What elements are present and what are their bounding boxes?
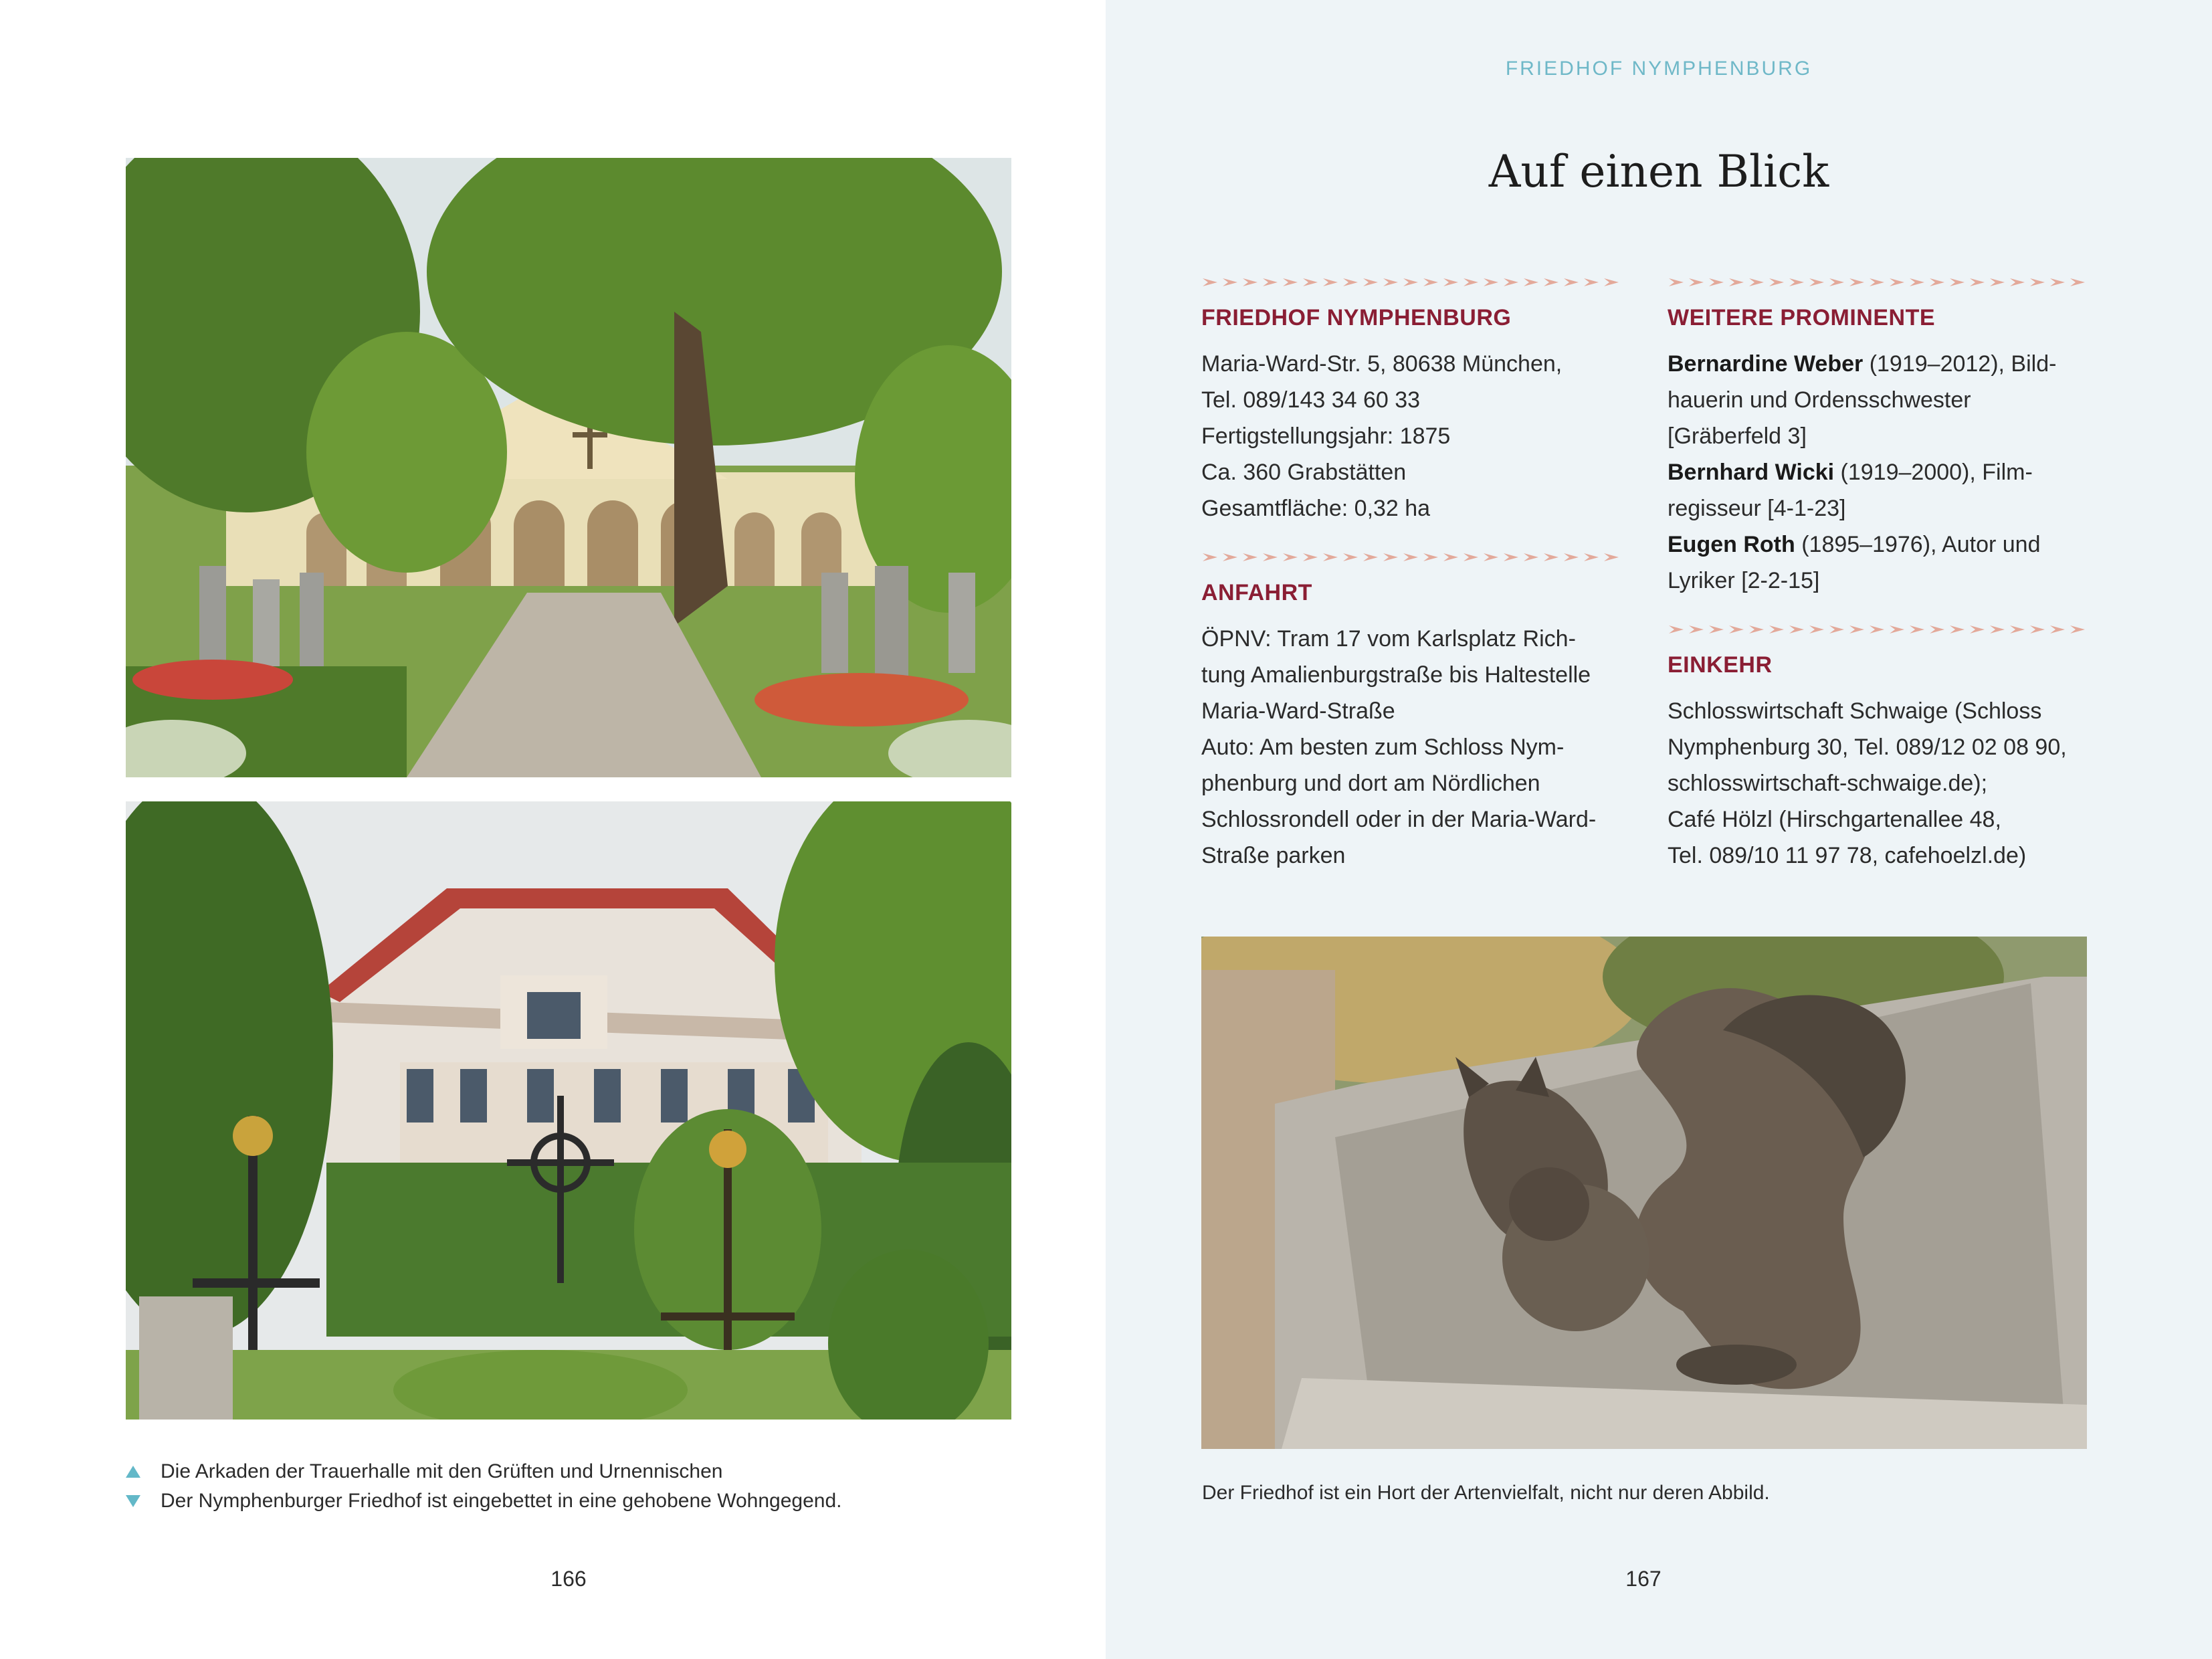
info-heading: ANFAHRT <box>1201 580 1312 605</box>
caption-text: Der Nymphenburger Friedhof ist eingebettet in eine gehobene Wohngegend. <box>161 1490 842 1512</box>
info-column-right <box>1668 276 2089 898</box>
prominent-desc: regisseur [4-1-23] <box>1668 496 1846 521</box>
info-block-anfahrt <box>1201 551 1623 874</box>
page-title: Auf einen Blick <box>1488 146 1829 197</box>
photo-arcades-mourning-hall <box>126 158 1011 777</box>
caption-top-photo <box>126 1457 1009 1486</box>
caption-squirrel-photo: Der Friedhof ist ein Hort der Artenvielfalt, nicht nur deren Abbild. <box>1202 1482 1770 1504</box>
info-line: Café Hölzl (Hirschgartenallee 48, <box>1668 807 2001 832</box>
triangle-down-icon <box>126 1495 140 1507</box>
info-heading: WEITERE PROMINENTE <box>1668 305 1936 330</box>
info-line: Maria-Ward-Straße <box>1201 698 1395 724</box>
phone-line: Tel. 089/143 34 60 33 <box>1201 387 1421 413</box>
prominent-desc: hauerin und Ordensschwester <box>1668 387 1971 413</box>
running-head: FRIEDHOF NYMPHENBURG <box>1505 58 1813 80</box>
address-line: Maria-Ward-Str. 5, 80638 München, <box>1201 351 1563 377</box>
page-number-right: 167 <box>1625 1567 1662 1591</box>
prominent-dates: (1919–2012), Bild- <box>1863 351 2057 377</box>
grave-count-line: Ca. 360 Grabstätten <box>1201 460 1407 485</box>
chevron-divider <box>1668 276 2089 289</box>
prominent-location: [Gräberfeld 3] <box>1668 423 1807 449</box>
page-number-left: 166 <box>550 1567 587 1591</box>
photo-squirrel-sculpture <box>1201 937 2087 1449</box>
info-heading: EINKEHR <box>1668 652 1773 678</box>
completion-year-line: Fertigstellungsjahr: 1875 <box>1201 423 1451 449</box>
info-line: Auto: Am besten zum Schloss Nym- <box>1201 735 1565 760</box>
triangle-up-icon <box>126 1466 140 1478</box>
info-heading: FRIEDHOF NYMPHENBURG <box>1201 305 1512 330</box>
info-line: ÖPNV: Tram 17 vom Karlsplatz Rich- <box>1201 626 1576 652</box>
info-line: Tel. 089/10 11 97 78, cafehoelzl.de) <box>1668 843 2027 868</box>
prominent-dates: (1895–1976), Autor und <box>1795 532 2041 557</box>
info-block-prominente <box>1668 276 2089 599</box>
prominent-dates: (1919–2000), Film- <box>1834 460 2033 485</box>
info-line: Schlosswirtschaft Schwaige (Schloss <box>1668 698 2042 724</box>
left-captions <box>126 1457 1009 1516</box>
info-line: Straße parken <box>1201 843 1346 868</box>
caption-bottom-photo <box>126 1486 1009 1516</box>
prominent-entry <box>1668 526 2089 563</box>
info-line: phenburg und dort am Nördlichen <box>1201 771 1540 796</box>
prominent-desc: Lyriker [2-2-15] <box>1668 568 1820 593</box>
info-line: schlosswirtschaft-schwaige.de); <box>1668 771 1988 796</box>
info-block-friedhof <box>1201 276 1623 526</box>
photo-villa-behind-graves <box>126 801 1011 1420</box>
prominent-name: Bernhard Wicki <box>1668 460 1835 485</box>
info-column-left <box>1201 276 1623 898</box>
prominent-name: Bernardine Weber <box>1668 351 1864 377</box>
info-line: Nymphenburg 30, Tel. 089/12 02 08 90, <box>1668 735 2067 760</box>
prominent-name: Eugen Roth <box>1668 532 1795 557</box>
info-line: Schlossrondell oder in der Maria-Ward- <box>1201 807 1597 832</box>
chevron-divider <box>1668 623 2089 636</box>
prominent-entry <box>1668 346 2089 382</box>
chevron-divider <box>1201 551 1623 564</box>
info-block-einkehr <box>1668 623 2089 874</box>
area-line: Gesamtfläche: 0,32 ha <box>1201 496 1431 521</box>
info-line: tung Amalienburgstraße bis Haltestelle <box>1201 662 1591 688</box>
right-page <box>1106 0 2212 1659</box>
caption-text: Die Arkaden der Trauerhalle mit den Grüften und Urnennischen <box>161 1460 723 1482</box>
chevron-divider <box>1201 276 1623 289</box>
prominent-entry <box>1668 454 2089 490</box>
